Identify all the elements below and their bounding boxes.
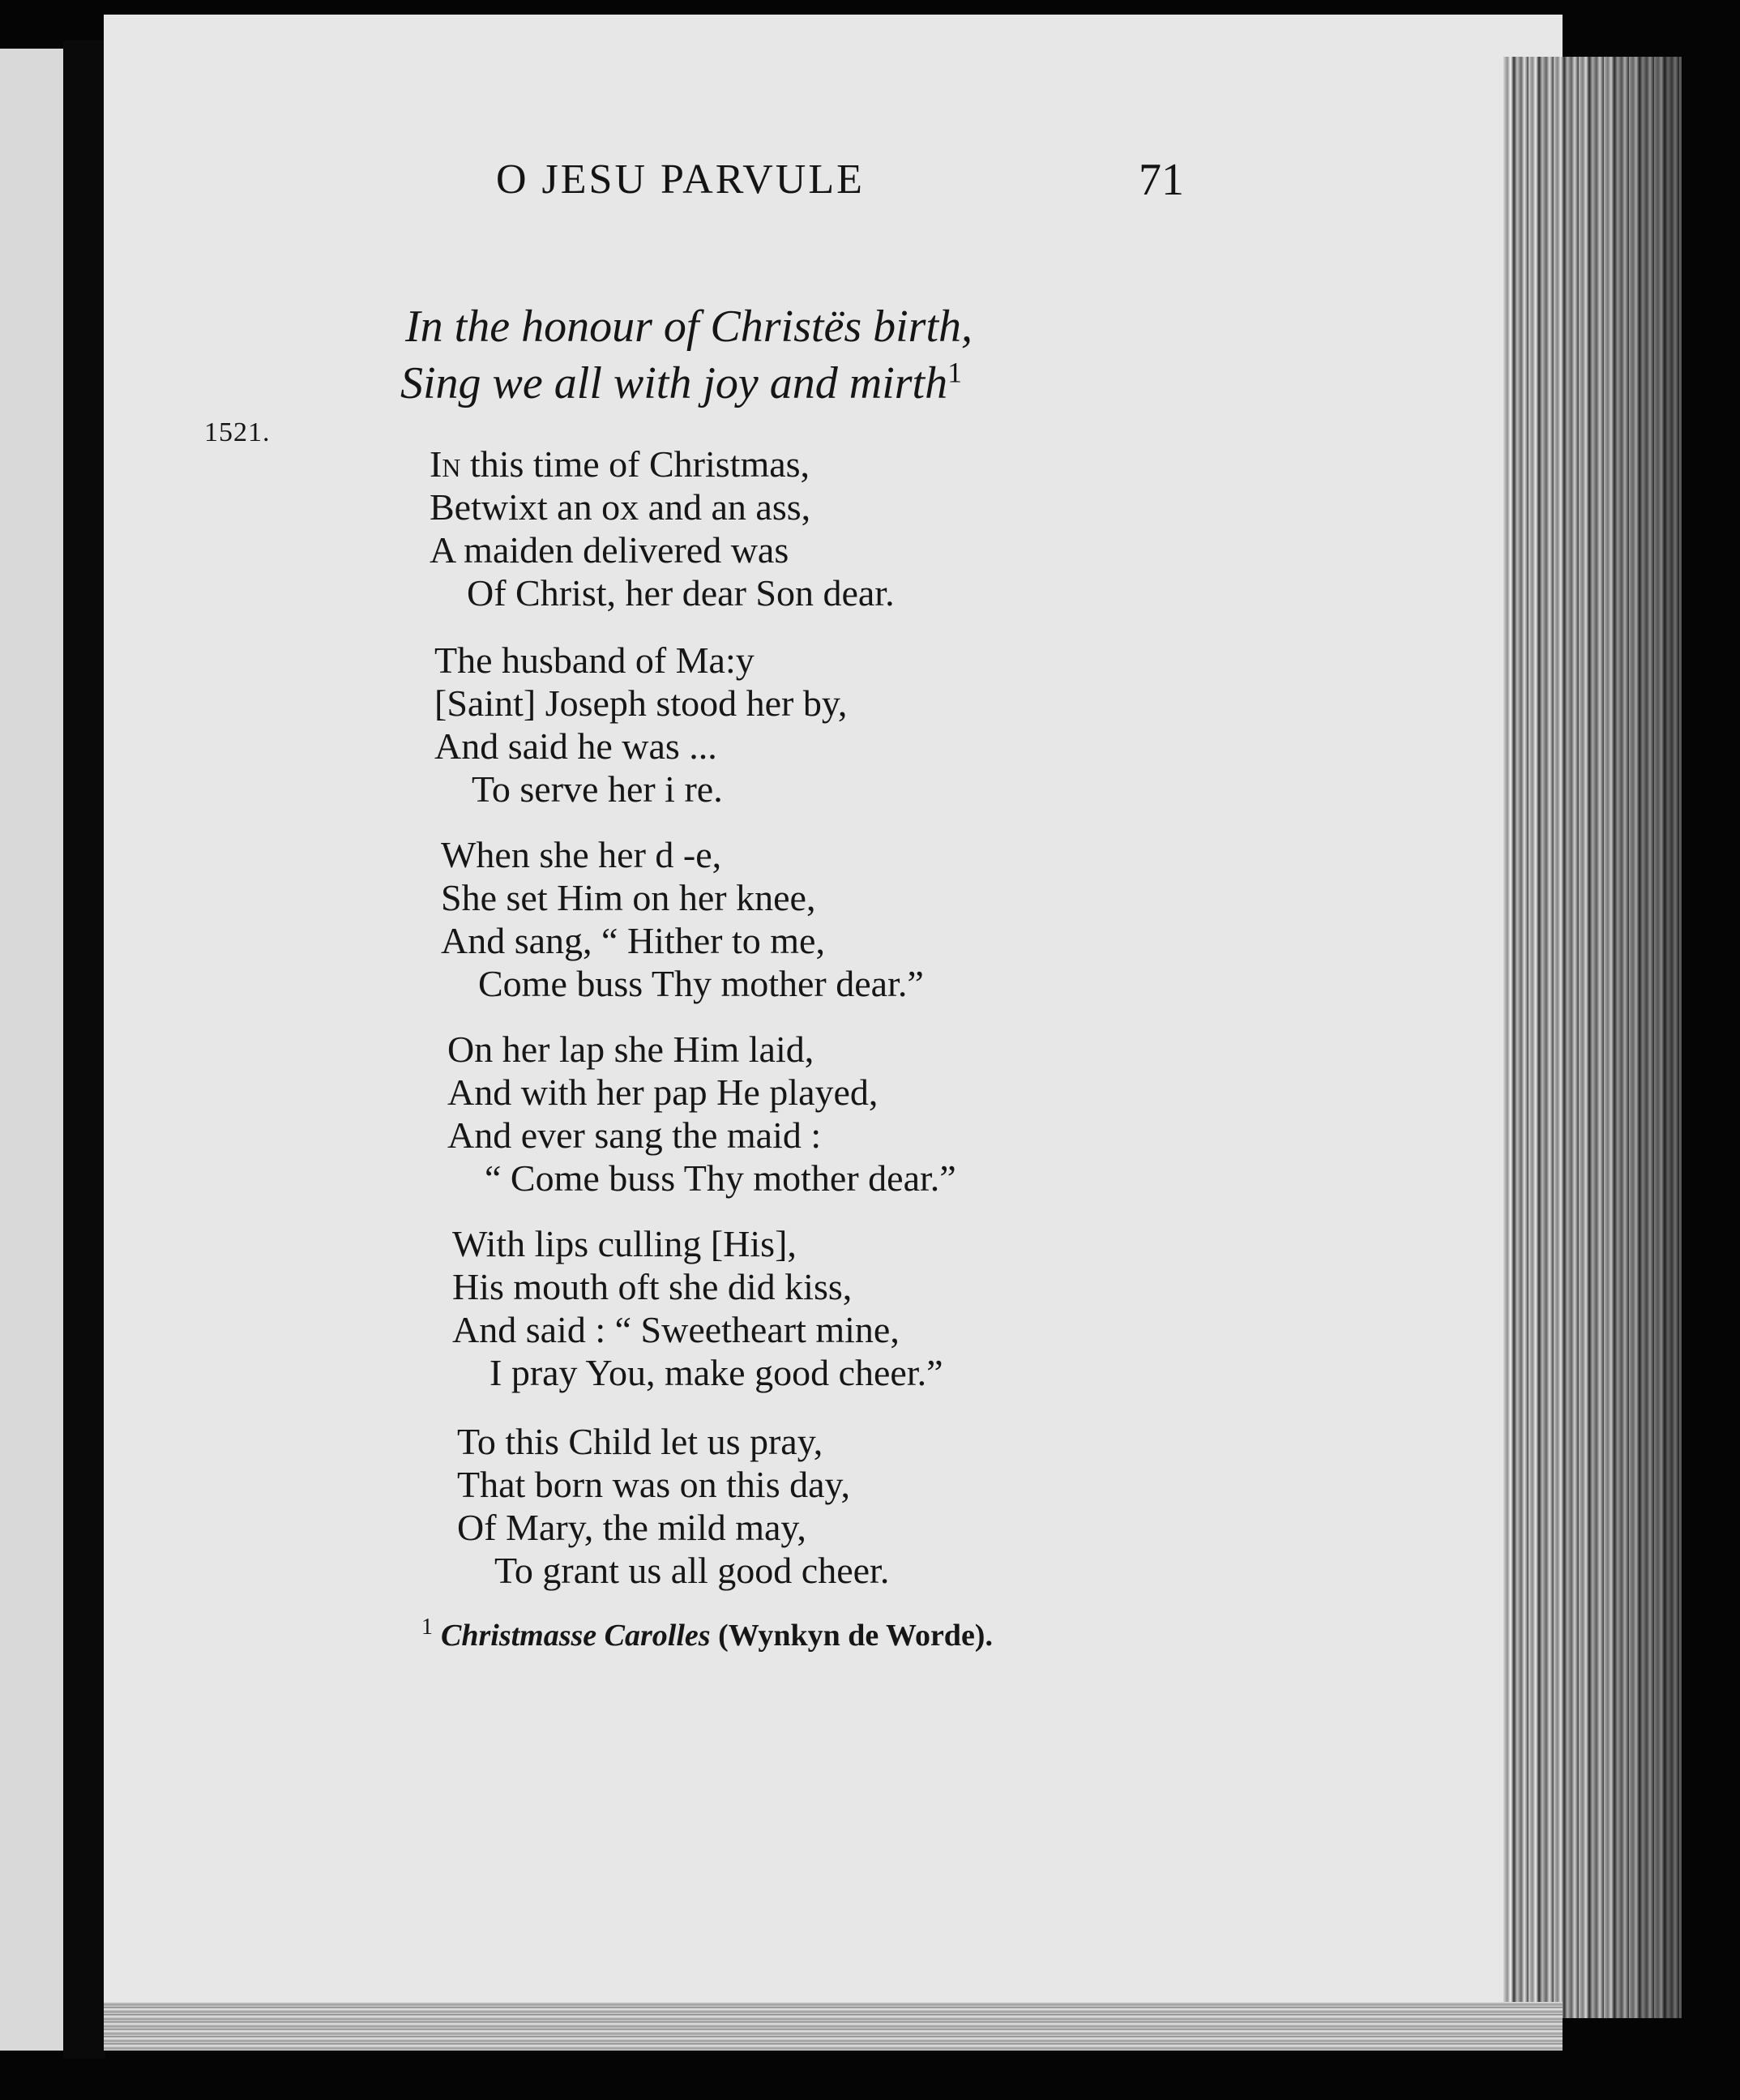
drop-word: In [430,443,461,485]
page-number: 71 [1139,155,1184,205]
footnote-mark: 1 [421,1615,433,1640]
book-gutter [63,41,105,2059]
stanza-line [430,443,895,485]
stanza-line: When she her d -e, [441,834,722,875]
stanza-line: [Saint] Joseph stood her by, [434,682,848,724]
stanza-line-text: this time of Christmas, [469,443,810,485]
page-bottom-edge [104,2002,1563,2051]
burden-line-2-text: Sing we all with joy and mirth [400,358,948,408]
stanza-line: Of Mary, the mild may, [457,1507,806,1548]
burden-line-2 [400,355,973,412]
stanza-2 [434,639,847,810]
stanza-line: To grant us all good cheer. [494,1550,890,1591]
stanza-line: A maiden delivered was [430,529,789,571]
stanza-line: And said he was ... [434,725,717,767]
stanza-line: Betwixt an ox and an ass, [430,486,811,528]
stanza-line: On her lap she Him laid, [447,1029,814,1070]
stanza-line: To serve her i re. [472,768,723,810]
running-title: O JESU PARVULE [496,156,865,203]
stanza-4 [447,1028,956,1200]
burden-line-1: In the honour of Christës birth, [405,302,973,352]
stanza-line: To this Child let us pray, [457,1421,823,1462]
carol-burden [400,298,973,412]
stanza-3 [441,833,924,1005]
facing-page-edge [0,49,63,2051]
stanza-1 [430,443,895,614]
margin-date: 1521. [204,417,271,447]
stanza-line: And sang, “ Hither to me, [441,920,825,961]
stanza-line: And said : “ Sweetheart mine, [452,1309,900,1350]
stanza-6 [457,1420,889,1592]
stanza-line: With lips culling [His], [452,1223,797,1264]
stanza-line: And ever sang the maid : [447,1114,822,1156]
page-block-shadow [1503,57,1682,2018]
stanza-line: Come buss Thy mother dear.” [478,963,924,1004]
stanza-line: I pray You, make good cheer.” [490,1352,943,1393]
stanza-line: The husband of Ma:y [434,639,755,681]
footnote-reference: 1 [947,356,963,389]
stanza-line: His mouth oft she did kiss, [452,1266,853,1307]
stanza-line: Of Christ, her dear Son dear. [467,572,895,614]
stanza-5 [452,1222,943,1394]
footnote-source-printer: (Wynkyn de Worde). [718,1619,993,1653]
footnote [421,1615,993,1653]
stanza-line: “ Come buss Thy mother dear.” [485,1157,956,1199]
footnote-source-title: Christmasse Carolles [441,1619,711,1653]
stanza-line: And with her pap He played, [447,1071,879,1113]
stanza-line: That born was on this day, [457,1464,851,1505]
stanza-line: She set Him on her knee, [441,877,816,918]
